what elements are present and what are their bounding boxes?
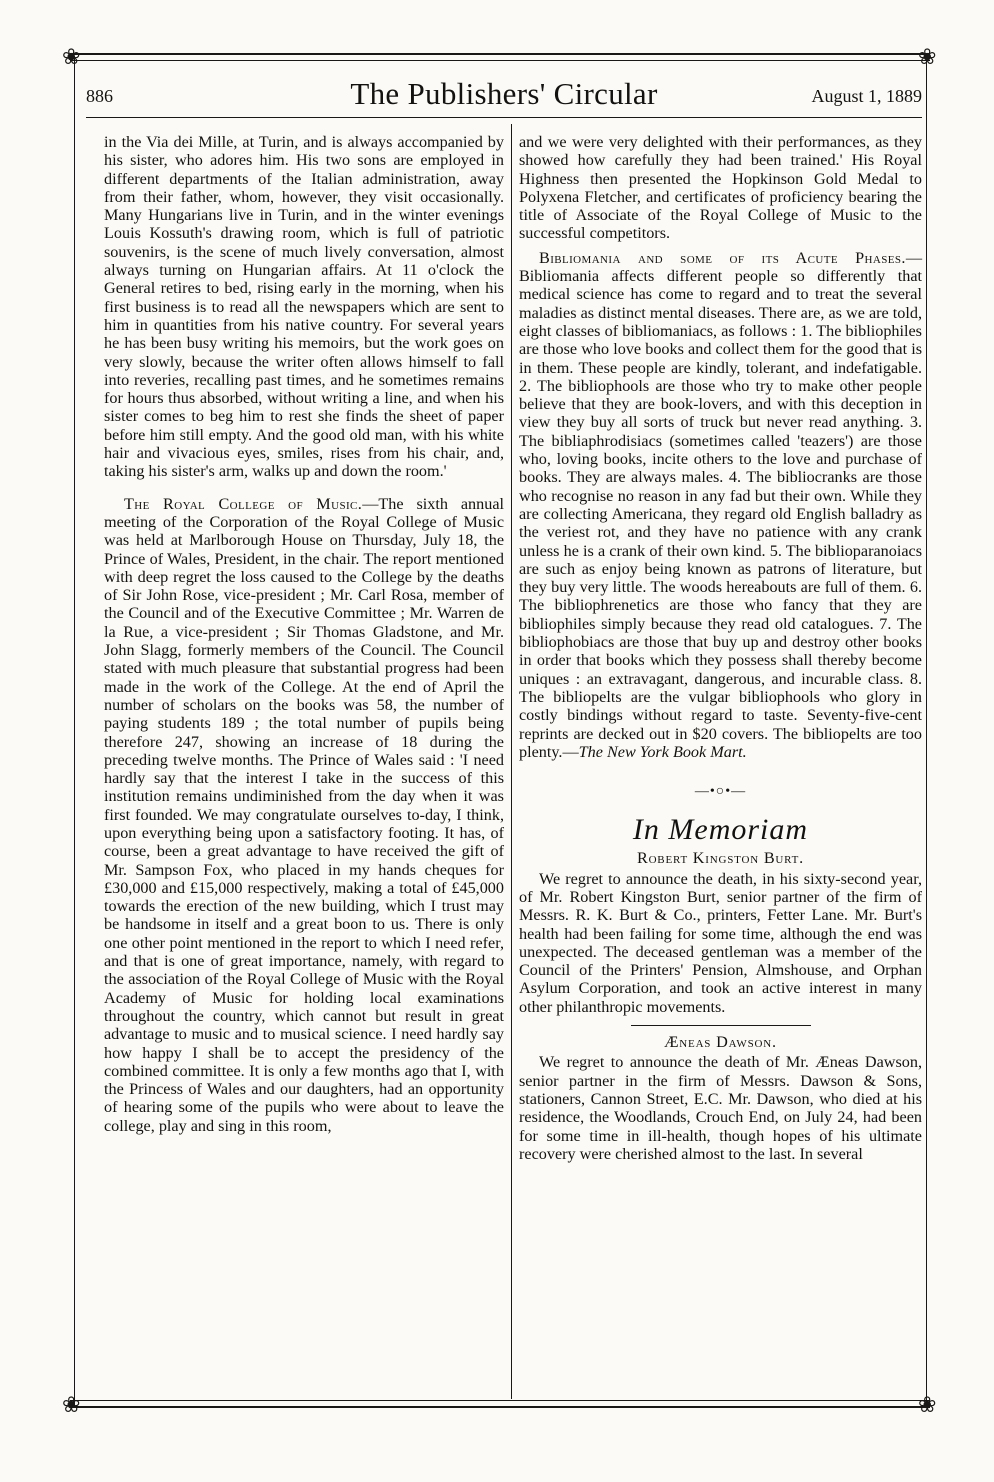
- burt-name: Robert Kingston Burt.: [636, 849, 805, 868]
- section-ornament: —•○•—: [694, 784, 747, 800]
- column-divider: [511, 124, 512, 1399]
- corner-ornament-icon: ❀: [918, 44, 937, 69]
- dawson-obituary: We regret to announce the death of Mr. Æneas Dawson, senior partner in the firm of Messrs. Dawson & Sons, stationers, Cannon Street, E.C. Mr. Dawson, who died at his residence, the Woodlands, Crouch End, on July 24, had been for some time in ill-health, though hopes of his ultimate recovery were cherished almost to the last. In several: [519, 1053, 922, 1163]
- page-number: 886: [86, 86, 113, 106]
- royal-college-heading: The Royal College of Music.: [124, 494, 363, 513]
- corner-ornament-icon: ❀: [918, 1392, 937, 1417]
- bibliomania-body: —Bibliomania affects different people so differently that medical science has come to regard and to treat the several maladies as distinct mental diseases. There are, as we are told, eight classes of bibliomaniacs, as follows : 1. The bibliophiles are those who love books and collect them for the good that is in them. These people are kindly, tolerant, and indefatigable. 2. The bibliophools are those who try to make other people believe that they are book-lovers, and with this deception in view they buy all sorts of truck but never read anything. 3. The bibliaphrodisiacs (sometimes called 'teazers') are those who, loving books, incite others to the love and purchase of books. They are always males. 4. The bibliocranks are those who recognise no reason in any fad but their own. While they are collecting Americana, they regard old English balladry as the veriest rot, and they have no patience with any crank unless he is a crank of their own kind. 5. The biblioparanoiacs are such as enjoy being known as patrons of literature, but they buy very little. The woods hereabouts are full of them. 6. The bibliophrenetics are those who fancy that they are bibliophiles simply because they read old catalogues. 7. The bibliophobiacs are those that buy up and destroy other books in order that books which they possess shall thereby become uniques : an extravagant, dangerous, and incurable class. 8. The bibliopelts are the vulgar bibliophools who glory in costly bindings without regard to taste. Seventy-five-cent reprints are decked out in $20 covers. The bibliopelts are too plenty.—: [519, 248, 922, 761]
- royal-college-body: —The sixth annual meeting of the Corporation of the Royal College of Music was held at Marlborough House on Thursday, July 18, the Prince of Wales, President, in the chair. The report mentioned with deep regret the loss caused to the College by the deaths of Sir John Rose, vice-president ; Mr. Carl Rosa, member of the Council and of the Executive Committee ; Mr. Warren de la Rue, a vice-president ; Sir Thomas Gladstone, and Mr. John Slagg, formerly members of the Council. The Council stated with much pleasure that substantial progress had been made in the work of the College. At the end of April the number of scholars on the books was 58, the number of paying students 189 ; the total number of pupils being therefore 247, showing an increase of 18 during the preceding twelve months. The Prince of Wales said : 'I need hardly say that the interest I take in the success of this institution remains undiminished from the day when it was first founded. We may congratulate ourselves to-day, I think, upon everything being upon a satisfactory footing. It has, of course, been a great advantage to have received the gift of Mr. Sampson Fox, who placed in my hands cheques for £30,000 and £15,000 respectively, making a total of £45,000 towards the erection of the new building, which I trust may be handsome in itself and a great boon to us. There is only one other point mentioned in the report to which I need refer, and that is one of great importance, namely, with regard to the association of the Royal College of Music with the Royal Academy of Music for holding local examinations throughout the country, which cannot but result in great advantage to music and to musical science. I need hardly say how happy I shall be to accept the presidency of the combined committee. It is only a few months ago that I, with the Princess of Wales and our daughters, had an opportunity of hearing some of the pupils who were about to leave the college, play and sing in this room,: [104, 494, 505, 1135]
- royal-college-continuation: and we were very delighted with their performances, as they showed how carefully they had been trained.' His Royal Highness then presented the Hopkinson Gold Medal to Polyxena Fletcher, and certificates of proficiency bearing the title of Associate of the Royal College of Music to the successful competitors.: [519, 133, 922, 243]
- bottom-rule-inner: [70, 1400, 930, 1401]
- issue-date: August 1, 1889: [811, 86, 922, 106]
- memoriam-title: In Memoriam: [632, 813, 809, 847]
- bottom-rule-outer: [70, 1406, 930, 1408]
- top-rule-inner: [70, 60, 930, 61]
- burt-obituary: We regret to announce the death, in his sixty-second year, of Mr. Robert Kingston Burt, senior partner of the firm of Messrs. R. K. Burt & Co., printers, Fetter Lane. Mr. Burt's health had been failing for some time, although the end was unexpected. The deceased gentleman was a member of the Council of the Printers' Pension, Almshouse, and Orphan Asylum Corporation, and took an active interest in many other philanthropic movements.: [519, 869, 922, 1016]
- running-head: [86, 78, 922, 112]
- dawson-name: Æneas Dawson.: [664, 1033, 777, 1052]
- top-rule-outer: [70, 53, 930, 55]
- head-rule: [86, 117, 922, 118]
- bibliomania-paragraph: [519, 249, 922, 761]
- obituary-divider: [631, 1025, 811, 1026]
- corner-ornament-icon: ❀: [62, 1392, 81, 1417]
- bibliomania-source: The New York Book Mart.: [578, 742, 747, 761]
- bibliomania-heading: Bibliomania and some of its Acute Phases.: [539, 248, 906, 267]
- left-rule: [74, 56, 75, 1406]
- right-column: [519, 133, 922, 1163]
- right-rule: [926, 56, 927, 1406]
- kossuth-paragraph: in the Via dei Mille, at Turin, and is always accompanied by his sister, who adores him. His two sons are employed in different departments of the Italian administration, away from their father, whom, however, they visit occasionally. Many Hungarians live in Turin, and in the winter evenings Louis Kossuth's drawing room, which is full of patriotic souvenirs, is the scene of much lively conversation, almost always turning on Hungarian affairs. At 11 o'clock the General retires to bed, rising early in the morning, when his first business is to read all the newspapers which are sent to him in quantities from his native country. For several years he has been busy writing his memoirs, but the work goes on very slowly, because the writer often allows himself to fall into reveries, recalling past times, and he sometimes remains for hours thus absorbed, without writing a line, and when his sister comes to beg him to rest she finds the sheet of paper before him still empty. And the good old man, with his white hair and vivacious eyes, smiles, rises from his chair, and, taking his sister's arm, walks up and down the room.': [104, 133, 504, 481]
- corner-ornament-icon: ❀: [62, 44, 81, 69]
- royal-college-paragraph: [104, 495, 504, 1135]
- masthead-title: The Publishers' Circular: [350, 76, 658, 111]
- left-column: [104, 133, 504, 1135]
